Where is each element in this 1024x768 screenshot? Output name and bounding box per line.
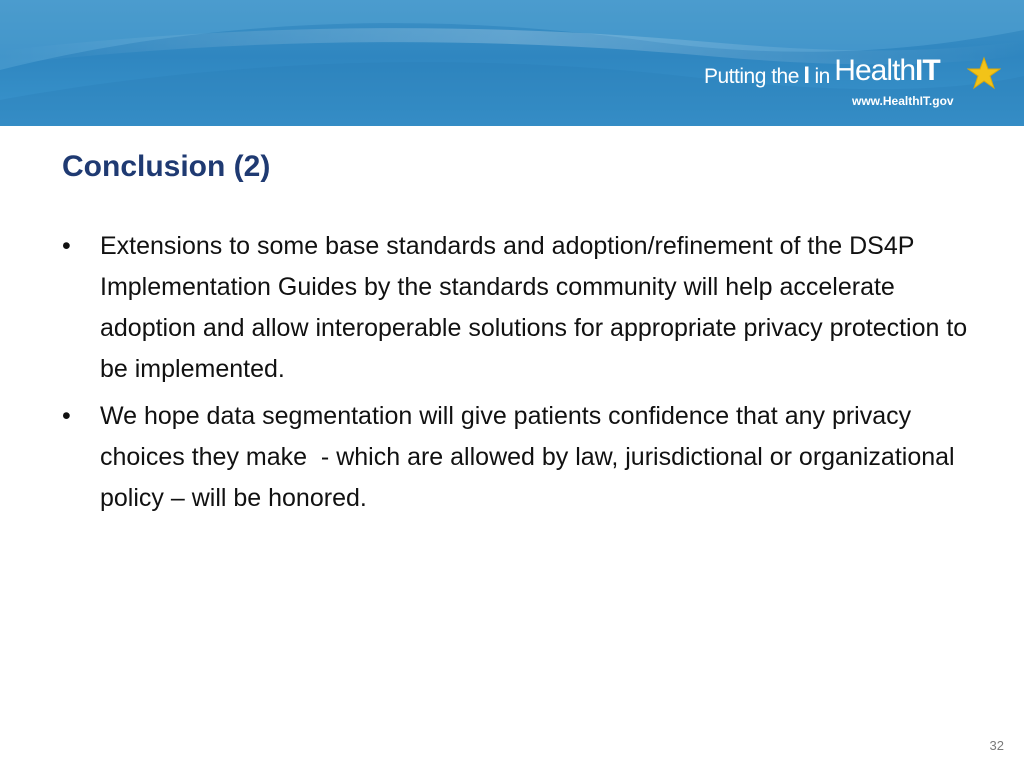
bullet-marker: •: [62, 402, 71, 430]
star-icon: [967, 56, 1001, 90]
logo-text-it: IT: [915, 54, 940, 87]
bullet-item: [60, 226, 975, 390]
logo-text-i: I: [803, 62, 811, 89]
logo-text-putting: Putting the: [704, 65, 799, 88]
bullet-list: [60, 226, 975, 525]
logo-text-in: in: [814, 65, 830, 88]
logo-text-health: Health: [834, 54, 916, 87]
bullet-text: Extensions to some base standards and adoption/refinement of the DS4P Implementation Guides by the standards community will help accelerate adoption and allow interoperable solutions for appropriate privacy protection to be implemented.: [100, 232, 975, 383]
logo-url: www.HealthIT.gov: [852, 94, 954, 108]
healthit-logo: [704, 56, 1004, 116]
slide-title: Conclusion (2): [62, 150, 271, 183]
header-banner: [0, 0, 1024, 126]
bullet-item: [60, 396, 970, 519]
bullet-marker: •: [62, 232, 71, 260]
bullet-text: We hope data segmentation will give patients confidence that any privacy choices they make - which are allowed by law, jurisdictional or organizational policy – will be honored.: [100, 402, 962, 512]
page-number: 32: [989, 738, 1004, 753]
